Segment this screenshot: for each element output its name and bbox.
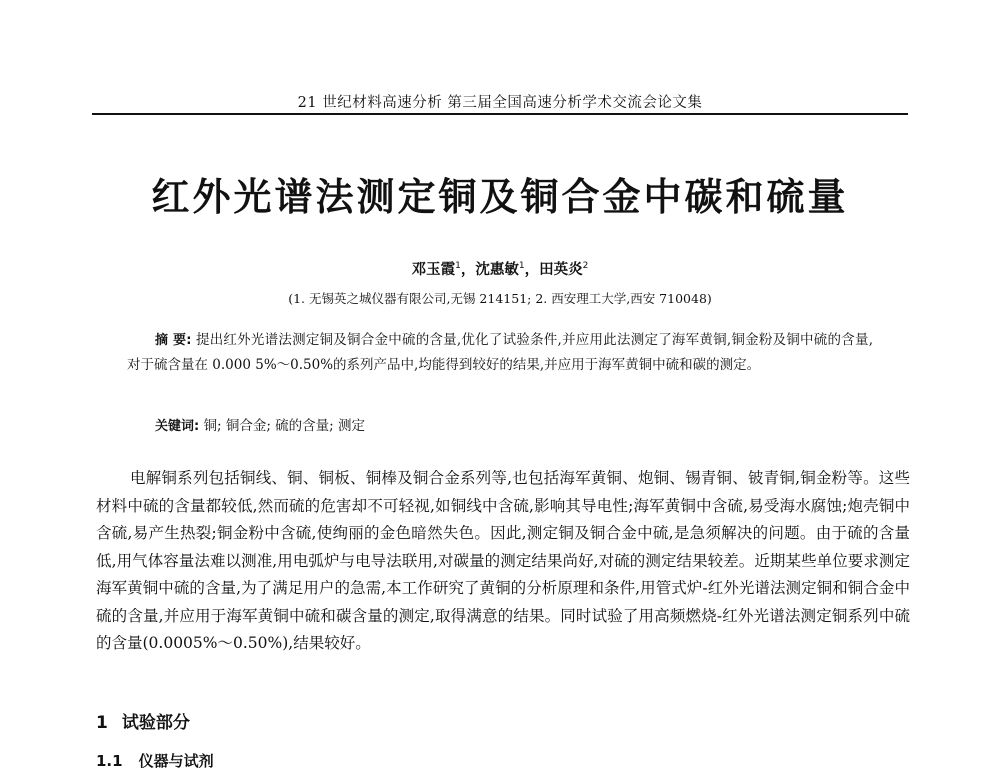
section-title: 试验部分 — [121, 713, 190, 733]
author-list — [95, 258, 905, 279]
subsection-title: 仪器与试剂 — [138, 752, 214, 770]
abstract — [127, 328, 873, 378]
abstract-label: 摘 要: — [155, 333, 192, 348]
affiliations: (1. 无锡英之城仪器有限公司,无锡 214151; 2. 西安理工大学,西安 710048) — [288, 291, 712, 306]
author-name: 沈惠敏 — [475, 262, 519, 278]
author-separator: ， — [460, 262, 476, 278]
author-separator: ， — [524, 262, 540, 278]
author-affiliation-mark: 2 — [582, 261, 589, 272]
body-paragraph: 电解铜系列包括铜线、铜、铜板、铜棒及铜合金系列等,也包括海军黄铜、炮铜、锡青铜、铍青铜,铜金粉等。这些材料中硫的含量都较低,然而硫的危害却不可轻视,如铜线中含硫,影响其导电性;海军黄铜中含硫,易受海水腐蚀;炮壳铜中含硫,易产生热裂;铜金粉中含硫,使绚丽的金色暗然失色。因此,测定铜及铜合金中硫,是急须解决的问题。由于硫的含量低,用气体容量法难以测准,用电弧炉与电导法联用,对碳量的测定结果尚好,对硫的测定结果较差。近期某些单位要求测定海军黄铜中硫的含量,为了满足用户的急需,本工作研究了黄铜的分析原理和条件,用管式炉-红外光谱法测定铜和铜合金中硫的含量,并应用于海军黄铜中硫和碳含量的测定,取得满意的结果。同时试验了用高频燃烧-红外光谱法测定铜系列中硫的含量(0.0005%～0.50%),结果较好。 — [96, 469, 910, 652]
paper-title: 红外光谱法测定铜及铜合金中碳和硫量 — [151, 175, 849, 219]
keywords-text: 铜; 铜合金; 硫的含量; 测定 — [203, 418, 366, 434]
header-rule — [92, 113, 908, 115]
author-affiliation-mark: 1 — [518, 261, 525, 272]
section-number: 1 — [96, 713, 108, 733]
author-affiliation-mark: 1 — [455, 261, 461, 272]
keywords-label: 关键词: — [155, 419, 200, 434]
section-heading — [96, 708, 190, 733]
abstract-text: 提出红外光谱法测定铜及铜合金中硫的含量,优化了试验条件,并应用此法测定了海军黄铜,铜金粉及铜中硫的含量,对于硫含量在 0.000 5%～0.50%的系列产品中,均能得到较好的结果,并应用于海军黄铜中硫和碳的测定。 — [127, 332, 873, 373]
running-header: 21 世纪材料高速分析 第三届全国高速分析学术交流会论文集 — [297, 95, 703, 111]
subsection-number: 1.1 — [96, 752, 123, 770]
author-name: 田英炎 — [539, 262, 583, 278]
keywords — [155, 414, 873, 434]
author-name: 邓玉霞 — [411, 262, 456, 278]
subsection-heading — [96, 750, 214, 771]
